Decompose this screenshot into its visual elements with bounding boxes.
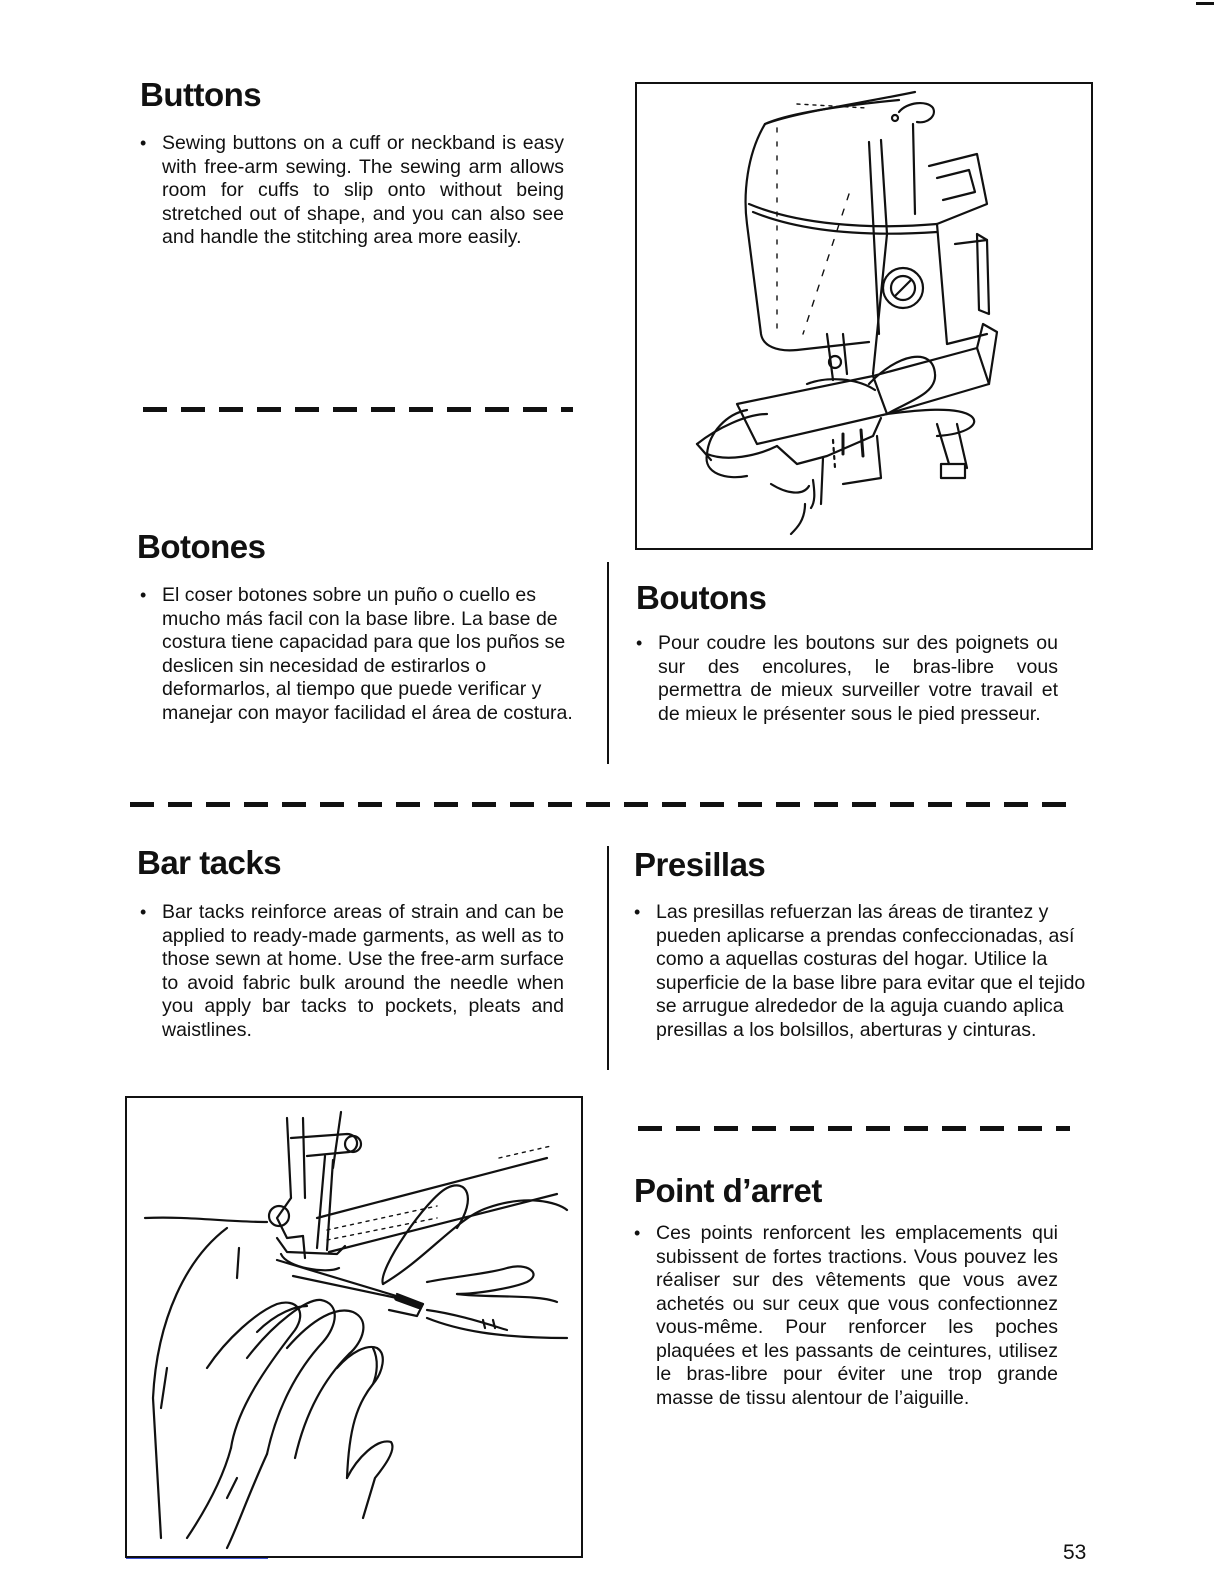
column-divider-lower bbox=[607, 846, 609, 1070]
heading-buttons: Buttons bbox=[140, 76, 262, 113]
paragraph-botones bbox=[140, 584, 588, 725]
paragraph-bar-tacks bbox=[140, 901, 564, 1042]
sewing-machine-illustration bbox=[637, 84, 1091, 548]
heading-point-darret: Point d’arret bbox=[634, 1172, 822, 1209]
heading-botones: Botones bbox=[137, 528, 266, 565]
bullet-marker: • bbox=[140, 133, 147, 153]
corner-mark bbox=[1196, 2, 1214, 5]
bar-tack-illustration bbox=[127, 1098, 581, 1556]
heading-bar-tacks: Bar tacks bbox=[137, 844, 282, 881]
dashed-separator-right bbox=[638, 1126, 1070, 1131]
illustration-frame-bar-tack bbox=[125, 1096, 583, 1558]
dashed-separator-left bbox=[143, 407, 573, 412]
paragraph-boutons-text: Pour coudre les boutons sur des poignets ou sur des encolures, le bras-libre vous permettra de mieux surveiller votre travail et de mieux le présenter sous le pied presseur. bbox=[658, 632, 1058, 725]
bullet-marker: • bbox=[140, 902, 147, 922]
paragraph-boutons bbox=[636, 632, 1058, 726]
heading-presillas: Presillas bbox=[634, 846, 766, 883]
bullet-marker: • bbox=[140, 585, 147, 605]
paragraph-buttons-text: Sewing buttons on a cuff or neckband is easy with free-arm sewing. The sewing arm allows room for cuffs to slip onto without being stretched out of shape, and you can also see and handle the stitching area more easily. bbox=[162, 132, 564, 248]
heading-boutons: Boutons bbox=[636, 579, 767, 616]
bullet-marker: • bbox=[634, 1223, 641, 1243]
dashed-separator-full bbox=[130, 802, 1078, 807]
paragraph-buttons bbox=[140, 132, 564, 250]
paragraph-point-darret-text: Ces points renforcent les emplacements qui subissent de fortes tractions. Vous pouvez les réaliser sur des vêtements que vous avez achetés ou sur ceux que vous confectionnez vous-même. Pour renforcer les poches plaquées et les passants de ceintures, utilisez le bras-libre pour éviter une trop grande masse de tissu alentour de l’aiguille. bbox=[656, 1222, 1058, 1409]
bullet-marker: • bbox=[636, 633, 643, 653]
page-number: 53 bbox=[1063, 1541, 1087, 1564]
illustration-frame-machine bbox=[635, 82, 1093, 550]
paragraph-presillas bbox=[634, 901, 1086, 1042]
column-divider-upper bbox=[607, 562, 609, 764]
paragraph-bar-tacks-text: Bar tacks reinforce areas of strain and can be applied to ready-made garments, as well as to those sewn at home. Use the free-arm surface to avoid fabric bulk around the needle when you apply bar tacks to pockets, pleats and waistlines. bbox=[162, 901, 564, 1041]
paragraph-presillas-text: Las presillas refuerzan las áreas de tirantez y pueden aplicarse a prendas confeccionadas, así como a aquellas costuras del hogar. Utilice la superficie de la base libre para evitar que el tejido se arrugue alrededor de la aguja cuando aplica presillas a los bolsillos, aberturas y cinturas. bbox=[656, 901, 1086, 1041]
footer-line bbox=[126, 1558, 268, 1559]
paragraph-botones-text: El coser botones sobre un puño o cuello es mucho más facil con la base libre. La base de costura tiene capacidad para que los puños se deslicen sin necesidad de estirarlos o deformarlos, al tiempo que puede verificar y manejar con mayor facilidad el área de costura. bbox=[162, 584, 573, 724]
bullet-marker: • bbox=[634, 902, 641, 922]
paragraph-point-darret bbox=[634, 1222, 1058, 1410]
